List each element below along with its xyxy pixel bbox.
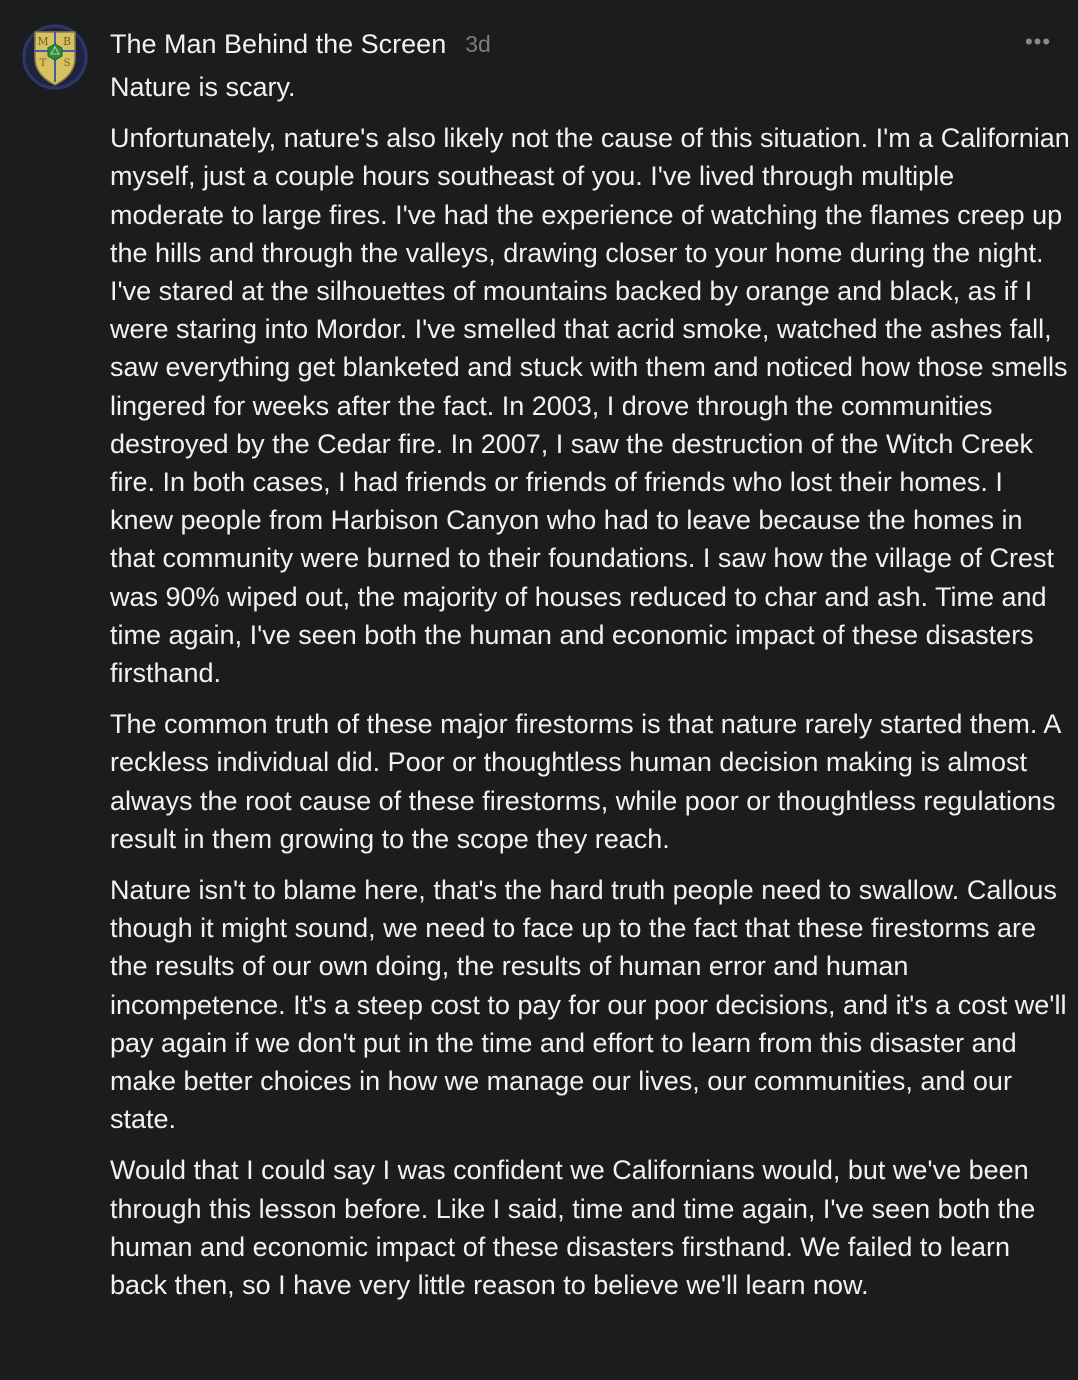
comment-paragraph: Nature isn't to blame here, that's the hard truth people need to swallow. Callous though it might sound, we need to face up to the fact that these firestorms are the results of our own doing, the results of human error and human incompetence. It's a steep cost to pay for our poor decisions, and it's a cost we'll pay again if we don't put in the time and effort to learn from this disaster and make better choices in how we manage our lives, our communities, and our state.: [110, 875, 1067, 1135]
timestamp: 3d: [465, 30, 491, 57]
avatar[interactable]: [22, 24, 88, 90]
comment-paragraph: Nature is scary.: [110, 72, 296, 102]
avatar-letter-b: B: [62, 35, 72, 48]
comment-body: [110, 68, 1070, 1317]
comment-header: [110, 24, 491, 64]
avatar-letter-s: S: [63, 58, 71, 69]
more-horizontal-icon: •••: [1024, 29, 1052, 54]
comment-paragraph: The common truth of these major firestorms is that nature rarely started them. A reckless individual did. Poor or thoughtless human decision making is almost always the root cause of these firestorms, while poor or thoughtless regulations result in them growing to the scope they reach.: [110, 709, 1060, 854]
comment-paragraph: Would that I could say I was confident we Californians would, but we've been through this lesson before. Like I said, time and time again, I've seen both the human and economic impact of these disasters firsthand. We failed to learn back then, so I have very little reason to believe we'll learn now.: [110, 1155, 1036, 1301]
shield-crest-icon: [22, 24, 88, 90]
more-options-button[interactable]: [1022, 28, 1054, 56]
comment-paragraph: Unfortunately, nature's also likely not the cause of this situation. I'm a Californian myself, just a couple hours southeast of you. I've lived through multiple moderate to large fires. I've had the experience of watching the flames creep up the hills and through the valleys, drawing closer to your home during the night. I've stared at the silhouettes of mountains backed by orange and black, as if I were staring into Mordor. I've smelled that acrid smoke, watched the ashes fall, saw everything get blanketed and stuck with them and noticed how those smells lingered for weeks after the fact. In 2003, I drove through the communities destroyed by the Cedar fire. In 2007, I saw the destruction of the Witch Creek fire. In both cases, I had friends or friends of friends who lost their homes. I knew people from Harbison Canyon who had to leave because the homes in that community were burned to their foundations. I saw how the village of Crest was 90% wiped out, the majority of houses reduced to char and ash. Time and time again, I've seen both the human and economic impact of these disasters firsthand.: [110, 123, 1070, 689]
avatar-letter-t: T: [39, 58, 47, 69]
avatar-letter-m: M: [37, 35, 49, 48]
author-name[interactable]: The Man Behind the Screen: [110, 28, 447, 59]
